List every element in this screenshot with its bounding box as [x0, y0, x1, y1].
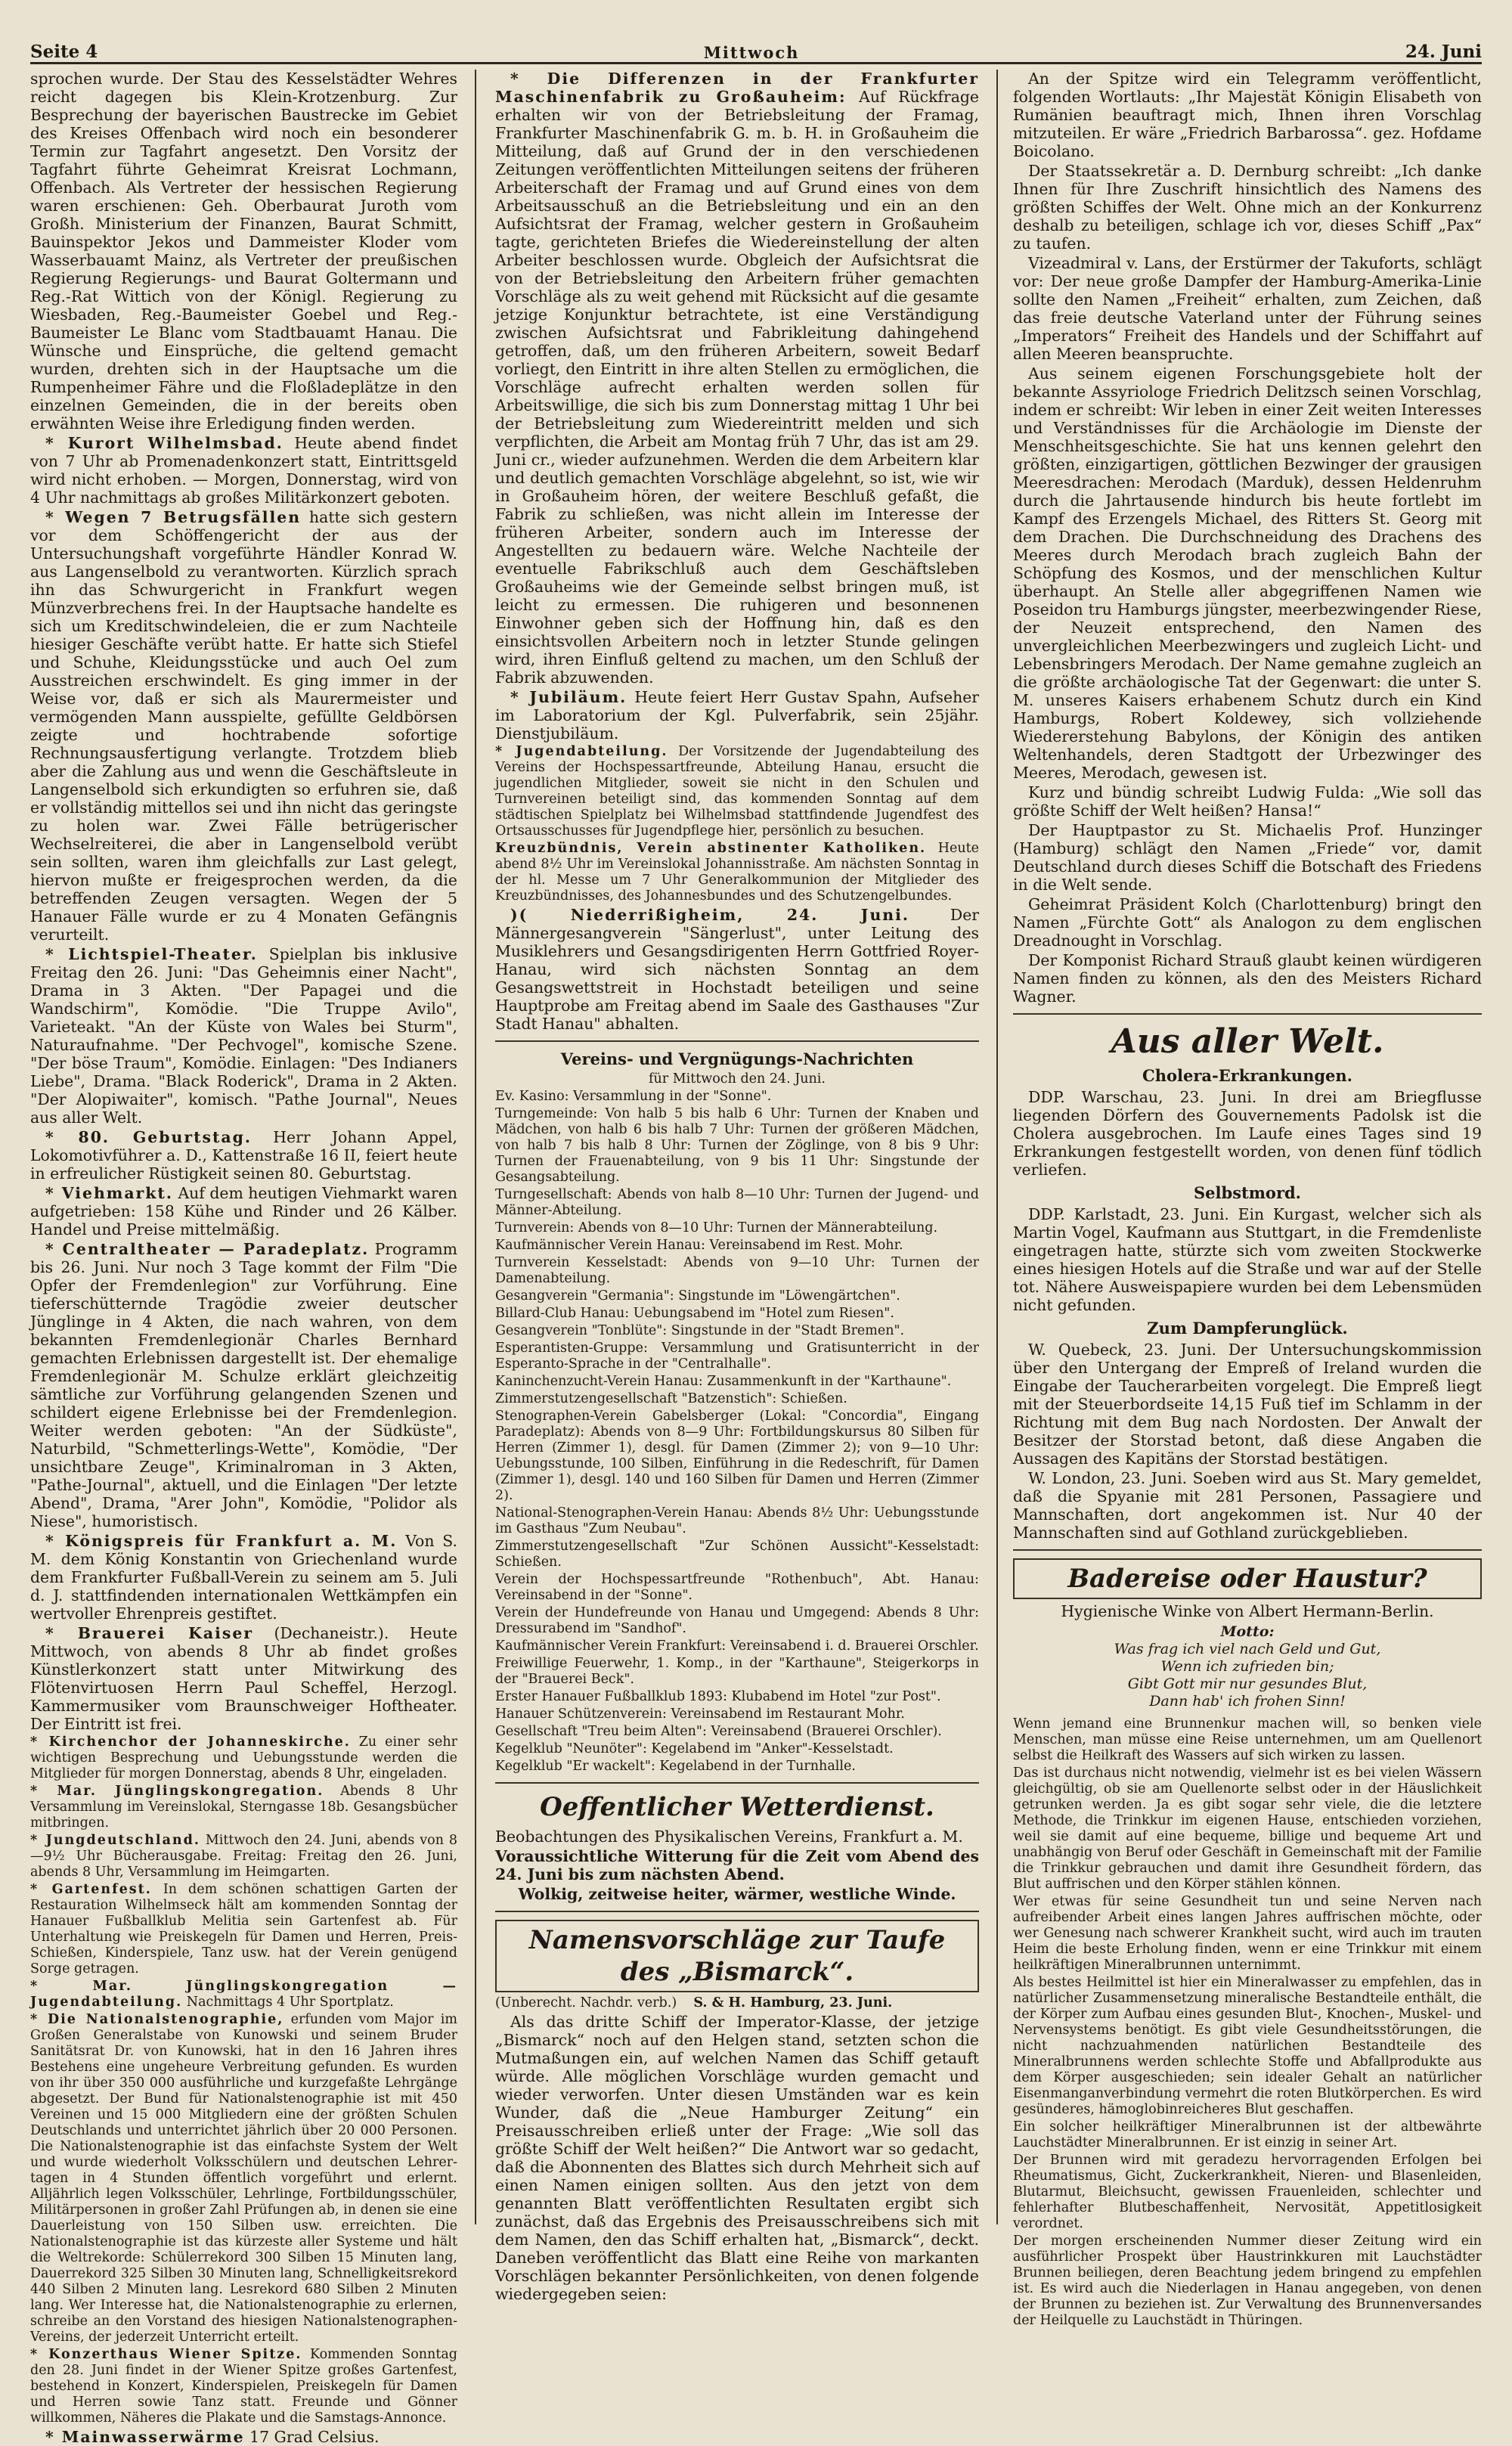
article-text: W. London, 23. Juni. Soeben wird aus St. Mary gemeldet, daß die Spyanie mit 281 Personen, Passagiere und Mannschaften, dort angekommen ist. Nur 40 der Mannschaften sind auf Gothland zurückgeblieben.: [1013, 1469, 1482, 1542]
article: * Viehmarkt. Auf dem heutigen Viehmarkt waren aufgetrieben: 158 Kühe und Rinder und 26 Kälber. Handel und Preise mittelmäßig.: [30, 1184, 457, 1239]
divider: [495, 1782, 979, 1784]
club-entry: Turnverein Kesselstadt: Abends von 9—10 Uhr: Turnen der Damenabteilung.: [495, 1255, 979, 1286]
article-text: Der Hauptpastor zu St. Michaelis Prof. Hunzinger (Hamburg) schlägt den Namen „Friede“ vor, damit Deutschland durch dieses Schiff die Botschaft des Friedens in die Welt sende.: [1013, 821, 1482, 894]
article-text: Geheimrat Präsident Kolch (Charlottenburg) bringt den Namen „Fürchte Gott“ als Analogon zu dem englischen Dreadnought in Vorschlag.: [1013, 895, 1482, 950]
club-entry: Gesellschaft "Treu beim Alten": Vereinsabend (Brauerei Orschler).: [495, 1724, 942, 1739]
article: * Die Differenzen in der Frankfurter Maschinenfabrik zu Großauheim: Auf Rückfrage erhalten wir von der Betriebsleitung der Framag, Frankfurter Maschinenfabrik G. m. b. H. in Großauheim die Mitteilung, daß auf Grund der in den verschiedenen Zeitungen veröffentlichten Mitteilungen seitens der früheren Arbeiterschaft der Framag und auf Grund eines von dem Arbeitsausschuß an die Betriebsleitung und ein an den Aufsichtsrat der Framag, welcher gestern in Großauheim tagte, gerichteten Briefes die Wiedereinstellung der alten Arbeiter beschlossen wurde. Obgleich der Aufsichtsrat die von der Betriebsleitung den Arbeitern früher gemachten Vorschläge als zu weit gehend mit Rücksicht auf die gesamte jetzige Konjunktur betrachtete, ist eine Verständigung zwischen Aufsichtsrat und Fabrikleitung dahingehend getroffen, daß, um den früheren Arbeitern, soweit Bedarf vorliegt, den Eintritt in ihre alten Stellen zu ermöglichen, die Vorschläge aufrecht erhalten werden sollen für Arbeitswillige, die sich bis zum Donnerstag mittag 1 Uhr bei der Betriebsleitung zum Wiedereintritt melden und sich verpflichten, die Arbeit am Montag früh 7 Uhr, das ist am 29. Juni cr., wieder aufzunehmen. Werden die dem Arbeitern klar und deutlich gemachten Vorschläge abgelehnt, so ist, wie wir in Großauheim hören, der weitere Beschluß gefaßt, die Fabrik zu schließen, was nicht allein im Interesse der früheren Arbeiter, sondern auch im Interesse der Angestellten zu bedauern wäre. Welche Nachteile der eventuelle Fabrikschluß auch dem Geschäftsleben Großauheims wie der Gemeinde selbst bringen muß, ist leicht zu ermessen. Die ruhigeren und besonnenen Einwohner geben sich der Hoffnung hin, daß es den einsichtsvollen Arbeitern noch in letzter Stunde gelingen wird, ihren Einfluß geltend zu machen, um den Schluß der Fabrik abzuwenden.: [495, 70, 980, 687]
club-entry: Hanauer Schützenverein: Vereinsabend im Restaurant Mohr.: [495, 1707, 905, 1722]
column-rule: [996, 70, 998, 2224]
article-text: sprochen wurde. Der Stau des Kesselstädter Wehres reicht dagegen bis Klein-Krotzenburg. Zur Besprechung der bayerischen Baustrecke im Gebiet des Kreises Offenbach wird noch ein besonderer Termin zur Tagfahrt angesetzt. Den Vorsitz der Tagfahrt führte Geheimrat Kreisrat Lochmann, Offenbach. Als Vertreter der hessischen Regierung waren erschienen: Geh. Oberbaurat Juroth vom Großh. Ministerium der Finanzen, Baurat Schmitt, Bauinspektor Jekos und Dammeister Kloder vom Wasserbauamt Mainz, als Vertreter der preußischen Regierung Regierungs- und Baurat Goltermann und Reg.-Rat Wittich von der Königl. Regierung zu Wiesbaden, Reg.-Baumeister Goebel und Reg.-Baumeister Le Blanc vom Stadtbauamt Hanau. Die Wünsche und Einsprüche, die geltend gemacht wurden, drehten sich in der Hauptsache um die Rumpenheimer Fähre und die Floßladeplätze in den einzelnen Gemeinden, die in der bereits oben erwähnten Weise ihre Erledigung finden werden.: [30, 70, 457, 432]
club-entry: Ev. Kasino: Versammlung in der "Sonne".: [495, 1089, 772, 1104]
subsection-title: Selbstmord.: [1194, 1183, 1301, 1202]
column-rule: [475, 70, 476, 2224]
club-entry: Kaufmännischer Verein Frankfurt: Vereinsabend i. d. Brauerei Orschler.: [495, 1638, 979, 1654]
club-entry: Zimmerstutzengesellschaft "Batzenstich": Schießen.: [495, 1391, 847, 1406]
section-subtitle: für Mittwoch den 24. Juni.: [649, 1071, 826, 1087]
divider: [1013, 1013, 1482, 1015]
subsection-title: Zum Dampferunglück.: [1147, 1319, 1348, 1338]
article-text: Vizeadmiral v. Lans, der Erstürmer der Takuforts, schlägt vor: Der neue große Dampfer der Hamburg-Amerika-Linie sollte den Namen „Freiheit“ erhalten, zum Zeichen, daß das freie deutsche Vaterland unter der Führung seines „Imperators“ Freiheit des Handels und der Schiffahrt auf allen Meeren beanspruchte.: [1013, 254, 1482, 363]
article-text: Als das dritte Schiff der Imperator-Klasse, der jetzige „Bismarck“ noch auf den Helgen stand, setzten schon die Mutmaßungen ein, auf welchen Namen das Schiff getauft würde. Alle möglichen Vorschläge wurden gemacht und wieder verworfen. Unter diesen Umständen war es kein Wunder, daß die „Neue Hamburger Zeitung“ ein Preisausschreiben erließ unter der Frage: „Wie soll das größte Schiff der Welt heißen?“ Die Antwort war so gedacht, daß die Abonnenten des Blattes sich durch Mehrheit sich auf einen Namen einigen sollten. Aus den jetzt von dem genannten Blatt veröffentlichten Resultaten ergibt sich zunächst, daß das Ergebnis des Preisausschreibens sich mit dem Namen, den das Schiff erhalten hat, „Bismarck“, deckt. Daneben veröffentlicht das Blatt eine Reihe von markanten Vorschlägen bekannter Persönlichkeiten, von denen folgende wiedergegeben seien:: [495, 2013, 979, 2303]
club-entry: Zimmerstutzengesellschaft "Zur Schönen Aussicht"-Kesselstadt: Schießen.: [495, 1539, 979, 1570]
column-3: [1013, 70, 1482, 2328]
divider: [495, 1040, 979, 1042]
motto-line: Was frag ich viel nach Geld und Gut,: [1114, 1641, 1381, 1657]
column-1: [30, 70, 458, 2446]
page-header: [30, 23, 1482, 64]
article-text: W. Quebeck, 23. Juni. Der Untersuchungskommission über den Untergang der Empreß of Ireland wurden die Eingabe der Taucherarbeiten vorgelegt. Die Empreß liegt mit der Steuerbordseite 14,15 Fuß tief im Schlamm in der Richtung mit dem Bug nach Nordosten. Der Anwalt der Besitzer der Storstad betont, daß diese Angaben die Aussagen des Kapitäns der Storstad bestätigen.: [1013, 1341, 1482, 1468]
page-number: Seite 4: [30, 42, 98, 62]
club-entry: Verein der Hochspessartfreunde "Rothenbuch", Abt. Hanau: Vereinsabend in der "Sonne".: [495, 1572, 979, 1603]
motto: Motto: Was frag ich viel nach Geld und Gut, Wenn ich zufrieden bin; Gibt Gott mir nur gesundes Blut, Dann hab' ich frohen Sinn!: [1013, 1623, 1482, 1710]
article-text: Aus seinem eigenen Forschungsgebiete holt der bekannte Assyriologe Friedrich Delitzsch seinen Vorschlag, indem er schreibt: Wir leben in einer Zeit weiten Interesses und Verständnisses für die Archäologie im Dienste der Menschheitsgeschichte. Sie hat uns kennen gelehrt den größten, einzigartigen, göttlichen Bezwinger der grausigen Meeresdrachen: Merodach (Marduk), dessen Heldenruhm durch die Jahrtausende hindurch bis heute fortlebt im Kampf des Erzengels Michael, des Ritters St. Georg mit dem Drachen. Die Durchschneidung des Drachens des Meeres durch Merodach brach zugleich Bahn der Schöpfung des Kosmos, und der menschlichen Kultur überhaupt. An Stelle aller abgegriffenen Namen wie Poseidon tru Hamburgs jüngster, meerbezwingender Riese, der Neuzeit entsprechend, den Namen des unvergleichlichen Meerbezwingers und zugleich Licht- und Lebensbringers Merodach. Der Name gemahne zugleich an die größte archäologische Tat der Gegenwart: die unter S. M. unseres Kaisers erhabenem Schutz durch ein Kind Hamburgs, Robert Koldewey, sich vollziehende Wiedererstehung Babylons, der Königin des antiken Weltenhandels, deren Stadtgott der Urbezwinger des Meeres, Merodach, gewesen ist.: [1013, 364, 1482, 782]
weather-forecast: Wolkig, zeitweise heiter, wärmer, westliche Winde.: [518, 1885, 956, 1903]
column-2: [495, 70, 980, 2303]
club-listing: [495, 1089, 979, 1775]
notices: * Kirchenchor der Johanneskirche. Zu einer sehr wichtigen Besprechung und Uebungsstunde werden die Mitglieder für morgen Donnerstag, abends 8 Uhr, eingeladen. * Mar. Jünglingskongregation. Abends 8 Uhr Versammlung im Vereinslokal, Sterngasse 18b. Gesangsbücher mitbringen. * Jungdeutschland. Mittwoch den 24. Juni, abends von 8—9½ Uhr Bücherausgabe. Freitag: Freitag den 26. Juni, abends 8 Uhr, Versammlung im Heimgarten. * Gartenfest. In dem schönen schattigen Garten der Restauration Wilhelmseck hält am kommenden Sonntag der Hanauer Fußballklub Melitia sein Gartenfest ab. Für Unterhaltung wie Preiskegeln für Damen und Herren, Preis-Schießen, Kinderspiele, Tanz usw. hat der Verein genügend Sorge getragen. * Mar. Jünglingskongregation — Jugendabteilung. Nachmittags 4 Uhr Sportplatz. * Die Nationalstenographie, erfunden vom Major im Großen Generalstabe von Kunowski und seinem Bruder Sanitätsrat Dr. von Kunowski, hat in den 16 Jahren ihres Bestehens eine ungeheure Verbreitung gefunden. Es wurden von ihr über 350 000 ausführliche und kurzgefaßte Lehrgänge abgesetzt. Der Bund für Nationalstenographie ist mit 450 Vereinen und 15 000 Mitgliedern eine der größten Schulen Deutschlands und unterrichtet jährlich über 20 000 Personen. Die Nationalstenographie ist das einfachste System der Welt und wurde wiederholt Volksschülern und deutschen Lehrer-tagen in 4 Stunden öffentlich vorgeführt und erlernt. Alljährlich legen Volksschüler, Lehrlinge, Fortbildungsschüler, Militärpersonen in großer Zahl Prüfungen ab, in denen sie eine Dauerleistung von 150 Silben usw. erreichten. Die Nationalstenographie ist das kürzeste aller Systeme und hält die Weltrekorde: Schülerrekord 300 Silben 15 Minuten lang, Dauerrekord 325 Silben 30 Minuten lang, Schnelligkeitsrekord 440 Silben 2 Minuten lang. Lesrekord 680 Silben 2 Minuten lang. Wer Interesse hat, die Nationalstenographie zu erlernen, schreibe an den Vorstand des hiesigen Nationalstenographen-Vereins, der jederzeit Unterricht erteilt. * Konzerthaus Wiener Spitze. Kommenden Sonntag den 28. Juni findet in der Wiener Spitze großes Gartenfest, bestehend in Konzert, Kinderspielen, Preiskegeln für Damen und Herren sowie Tanz statt. Freunde und Gönner willkommen, Näheres die Plakate und die Samstags-Annonce.: [30, 1735, 457, 2426]
section-title: Vereins- und Vergnügungs-Nachrichten: [560, 1049, 914, 1068]
article-text: DDP. Karlstadt, 23. Juni. Ein Kurgast, welcher sich als Martin Vogel, Kaufmann aus Stuttgart, in die Fremdenliste eingetragen hatte, stürzte sich vom zweiten Stockwerke eines hiesigen Hotels auf die Straße und war auf der Stelle tot. Nähere Ausweispapiere wurden bei dem Lebensmüden nicht gefunden.: [1013, 1205, 1482, 1314]
notices: * Jugendabteilung. Der Vorsitzende der Jugendabteilung des Vereins der Hochspessartfreunde, Abteilung Hanau, ersucht die jugendlichen Mitglieder, soweit sie nicht in den Schulen und Turnvereinen beteiligt sind, das kommenden Sonntag auf dem städtischen Spielplatz bei Wilhelmsbad stattfindende Jugendfest des Ortsausschusses für Jugendpflege hier, persönlich zu besuchen. Kreuzbündnis, Verein abstinenter Katholiken. Heute abend 8½ Uhr im Vereinslokal Johannisstraße. Am nächsten Sonntag in der hl. Messe um 7 Uhr Generalkommunion der Mitglieder des Kreuzbündnisses, des Johannesbundes und des Schutzengelbundes.: [495, 744, 979, 904]
club-entry: Billard-Club Hanau: Uebungsabend im "Hotel zum Riesen".: [495, 1306, 894, 1321]
article: * 80. Geburtstag. Herr Johann Appel, Lokomotivführer a. D., Kattenstraße 16 II, feiert heute in erfreulicher Rüstigkeit seinen 80. Geburtstag.: [30, 1128, 458, 1183]
issue-date: 24. Juni: [1405, 42, 1482, 62]
section-title: Namensvorschläge zur Taufe des „Bismarck“.: [495, 1920, 979, 1992]
club-entry: Erster Hanauer Fußballklub 1893: Klubabend im Hotel "zur Post".: [495, 1689, 941, 1704]
article: * Lichtspiel-Theater. Spielplan bis inklusive Freitag den 26. Juni: "Das Geheimnis einer Nacht", Drama in 3 Akten. "Der Papagei und die Wandschirm", Komödie. "Die Truppe Avilo", Varieteakt. "An der Küste von Wales bei Sturm", Naturaufnahme. "Der Pechvogel", komische Szene. "Der böse Traum", Komödie. Einlagen: "Des Indianers Liebe", Drama. "Black Roderick", Drama in 2 Akten. "Der Alopiwaiter", komisch. "Pathe Journal", Neues aus aller Welt.: [30, 945, 457, 1127]
article-text: Der Komponist Richard Strauß glaubt keinen würdigeren Namen finden zu können, als den des Meisters Richard Wagner.: [1013, 951, 1482, 1006]
subsection-title: Cholera-Erkrankungen.: [1142, 1066, 1352, 1085]
article: * Jubiläum. Heute feiert Herr Gustav Spahn, Aufseher im Laboratorium der Kgl. Pulverfabrik, sein 25jähr. Dienstjubiläum.: [495, 688, 980, 742]
club-entry: Turngemeinde: Von halb 5 bis halb 6 Uhr: Turnen der Knaben und Mädchen, von halb 6 bis halb 7 Uhr: Turnen der größeren Mädchen, von halb 7 bis halb 8 Uhr: Turnen der Zöglinge, von 8 bis 9 Uhr: Turnen der Frauenabteilung, von 9 bis 11 Uhr: Singstunde der Gesangsabteilung.: [495, 1106, 979, 1185]
motto-line: Wenn ich zufrieden bin;: [1160, 1658, 1334, 1675]
article: * Centraltheater — Paradeplatz. Programm bis 26. Juni. Nur noch 3 Tage kommt der Film "Die Opfer der Fremdenlegion" zur Vorführung. Eine tieferschütternde Tragödie zweier deutscher Jünglinge in 4 Akten, die nach wahren, von dem bekannten Fremdenlegionär Charles Bernhard gemachten Erlebnissen dargestellt ist. Der ehemalige Fremdenlegionär M. Schulze erklärt gleichzeitig sämtliche zur Vorführung gelangenden Szenen und schildert eigene Erlebnisse bei der Fremdenlegion. Weiter werden geboten: "An der Südküste", Naturbild, "Schmetterlings-Wette", Komödie, "Der unsichtbare Zeuge", Kriminalroman in 3 Akten, "Pathe-Journal", aktuell, und die Einlagen "Der letzte Abend", Drama, "Arer John", Komödie, "Polidor als Niese", humoristisch.: [30, 1240, 458, 1530]
club-entry: Kaufmännischer Verein Hanau: Vereinsabend im Rest. Mohr.: [495, 1238, 903, 1253]
divider: [495, 1911, 979, 1912]
club-entry: Esperantisten-Gruppe: Versammlung und Gratisunterricht in der Esperanto-Sprache in der "Centralhalle".: [495, 1341, 979, 1372]
club-entry: Turngesellschaft: Abends von halb 8—10 Uhr: Turnen der Jugend- und Männer-Abteilung.: [495, 1187, 979, 1218]
article: * Brauerei Kaiser (Dechaneistr.). Heute Mittwoch, von abends 8 Uhr ab findet großes Künstlerkonzert statt unter Mitwirkung des Flötenvirtuosen Herrn Paul Scheffel, Herzogl. Kammermusiker vom Braunschweiger Hoftheater. Der Eintritt ist frei.: [30, 1624, 458, 1733]
section-title: Oeffentlicher Wetterdienst.: [540, 1792, 934, 1822]
club-entry: National-Stenographen-Verein Hanau: Abends 8½ Uhr: Uebungsstunde im Gasthaus "Zum Neubau".: [495, 1505, 979, 1536]
article-text: Kurz und bündig schreibt Ludwig Fulda: „Wie soll das größte Schiff der Welt heißen? Hansa!“: [1013, 783, 1482, 820]
weather-forecast-title: Voraussichtliche Witterung für die Zeit vom Abend des 24. Juni bis zum nächsten Abend.: [495, 1847, 979, 1883]
club-entry: Verein der Hundefreunde von Hanau und Umgegend: Abends 8 Uhr: Dressurabend im "Sandhof".: [495, 1605, 979, 1636]
article: * Kurort Wilhelmsbad. Heute abend findet von 7 Uhr ab Promenadenkonzert statt, Eintrittsgeld wird nicht erhoben. — Morgen, Donnerstag, wird von 4 Uhr nachmittags ab großes Militärkonzert geboten.: [30, 434, 458, 507]
article: * Wegen 7 Betrugsfällen hatte sich gestern vor dem Schöffengericht der aus der Untersuchungshaft vorgeführte Händler Konrad W. aus Langenselbold zu verantworten. Kürzlich sprach ihn das Schwurgericht in Frankfurt wegen Münzverbrechens frei. In der Hauptsache handelte es sich um Kreditschwindeleien, die er zum Nachteile hiesiger Geschäfte verübt hatte. Er hatte sich Stiefel und Schuhe, Kleidungsstücke und auch Oel zum Ausstreichen erschwindelt. Es ging immer in der Weise vor, daß er sich als Maurermeister und vermögenden Mann ausspielte, gefüllte Geldbörsen zeigte und hochtrabende sofortige Rechnungsausfertigung verlangte. Trotzdem blieb aber die Zahlung aus und wenn die Geschäftsleute in Langenselbold sich erkundigten so erfuhren sie, daß er vollständig mittellos sei und ihn nicht das geringste zu holen war. Zwei Fälle betrügerischer Wechselreiterei, die aber in Langenselbold verübt sein sollten, waren ihm gleichfalls zur Last gelegt, hiervon mußte er freigesprochen werden, da die betreffenden Zeugen versagten. Wegen der 5 Hanauer Fälle wurde er zu 4 Monaten Gefängnis verurteilt.: [30, 508, 457, 944]
article: )( Niederrißigheim, 24. Juni. Der Männergesangverein "Sängerlust", unter Leitung des Musiklehrers und Gesangsdirigenten Herrn Gottfried Royer-Hanau, wird sich nächsten Sonntag an dem Gesangswettstreit in Hochstadt beteiligen und seine Hauptprobe am Freitag abend im Saale des Gasthauses "Zur Stadt Hanau" abhalten.: [495, 906, 980, 1033]
club-entry: Gesangverein "Germania": Singstunde im "Löwengärtchen".: [495, 1288, 900, 1304]
divider: [1013, 1549, 1482, 1551]
club-entry: Kegelklub "Neunöter": Kegelabend im "Anker"-Kesselstadt.: [495, 1741, 894, 1756]
section-title: Badereise oder Haustur?: [1013, 1558, 1482, 1599]
club-entry: Kaninchenzucht-Verein Hanau: Zusammenkunft in der "Karthaune".: [495, 1374, 952, 1389]
motto-line: Dann hab' ich frohen Sinn!: [1149, 1693, 1346, 1710]
club-entry: Gesangverein "Tonblüte": Singstunde in der "Stadt Bremen".: [495, 1323, 905, 1338]
club-entry: Kegelklub "Er wackelt": Kegelabend in der Turnhalle.: [495, 1759, 856, 1774]
article: * Mainwasserwärme 17 Grad Celsius.: [45, 2428, 380, 2446]
dateline: (Unberecht. Nachdr. verb.) S. & H. Hamburg, 23. Juni.: [495, 1995, 893, 2010]
article: * Königspreis für Frankfurt a. M. Von S. M. dem König Konstantin von Griechenland wurde dem Frankfurter Fußball-Verein zu seinem am 5. Juli d. J. stattfindenden internationalen Wettkämpfen ein wertvoller Ehrenpreis gestiftet.: [30, 1532, 457, 1623]
club-entry: Freiwillige Feuerwehr, 1. Komp., in der "Karthaune", Steigerkorps in der "Brauerei Beck".: [495, 1656, 979, 1687]
article-text: An der Spitze wird ein Telegramm veröffentlicht, folgenden Wortlauts: „Ihr Majestät Königin Elisabeth von Rumänien beauftragt mich, Ihnen ihren Vorschlag mitzuteilen. Er wäre „Friedrich Barbarossa“. gez. Hofdame Boicolano.: [1013, 70, 1482, 160]
club-entry: Turnverein: Abends von 8—10 Uhr: Turnen der Männerabteilung.: [495, 1220, 938, 1235]
weekday: Mittwoch: [703, 43, 800, 62]
article-text: Der Staatssekretär a. D. Dernburg schreibt: „Ich danke Ihnen für Ihre Zuschrift hinsichtlich des Namens des größten Schiffes der Welt. Ohne mich an der Konkurrenz deshalb zu beteiligen, schlage ich vor, dieses Schiff „Pax“ zu taufen.: [1013, 162, 1482, 253]
article-body: Wenn jemand eine Brunnenkur machen will, so benken viele Menschen, man müsse eine Reise unternehmen, um am Quellenort selbst die Heilkraft des Wassers auf sich wirken zu lassen. Das ist durchaus nicht notwendig, vielmehr ist es bei vielen Wässern gleichgültig, ob sie am Quellenorte selbst oder in der Häuslichkeit getrunken werden. Ja es gibt sogar sehr viele, die die letztere Methode, die Trinkkur im eigenen Hause, entschieden vorziehen, weil sie damit auf eine bequeme, billige und bequeme Art und unabhängig von Beruf oder Geschäft in Gemeinschaft mit der Familie die Trinkkur gebrauchen und damit ihre Gesundheit fördern, das Blut auffrischen und den Körper stählen können. Wer etwas für seine Gesundheit tun und seine Nerven nach aufreibender Arbeit eines langen Jahres auffrischen möchte, oder wer Genesung nach schwerer Krankheit sucht, wird auch im trauten Heim die beste Erholung finden, wenn er eine Trinkkur mit einem heilkräftigen Mineralbrunnen unternimmt. Als bestes Heilmittel ist hier ein Mineralwasser zu empfehlen, das in natürlicher Zusammensetzung mineralische Bestandteile enthält, die der Körper zum Aufbau eines gesunden Blut-, Knochen-, Muskel- und Nervensystems benötigt. Es gibt viele Gesundheitsstörungen, die nicht nachzuahmenden natürlichen Bestandteile des Mineralbrunnens werden schlechte Stoffe und Abfallprodukte aus dem Körper ausgeschieden; sein idealer Gehalt an natürlicher Eisenmanganverbindung vermehrt die roten Blutkörperchen. Es wird gesünderes, hämoglobinreicheres Blut geschaffen. Ein solcher heilkräftiger Mineralbrunnen ist der altbewährte Lauchstädter Mineralbrunnen. Er ist einzig in seiner Art. Der Brunnen wird mit geradezu hervorragenden Erfolgen bei Rheumatismus, Gicht, Zuckerkrankheit, Nieren- und Blasenleiden, Blutarmut, Bleichsucht, gewissen Frauenleiden, schlechter und fehlerhafter Blutbeschaffenheit, Nervosität, Appetitlosigkeit verordnet. Der morgen erscheinenden Nummer dieser Zeitung wird ein ausführlicher Prospekt über Haustrinkkuren mit Lauchstädter Brunnen beiliegen, deren Beachtung jedem bringend zu empfehlen ist. Es wird auch die Niederlagen in Hanau angegeben, von denen der Brunnen zu beziehen ist. Zur Verwaltung des Brunnenversandes der Heilquelle zu Lauchstädt in Thüringen.: [1013, 1716, 1482, 2328]
weather-source: Beobachtungen des Physikalischen Vereins, Frankfurt a. M.: [495, 1828, 963, 1846]
section-subtitle: Hygienische Winke von Albert Hermann-Berlin.: [1061, 1602, 1434, 1620]
motto-line: Gibt Gott mir nur gesundes Blut,: [1127, 1676, 1368, 1692]
section-title: Aus aller Welt.: [1111, 1022, 1384, 1061]
article-text: DDP. Warschau, 23. Juni. In drei am Briegflusse liegenden Dörfern des Gouvernements Padolsk ist die Cholera ausgebrochen. Im Laufe eines Tages sind 19 Erkrankungen festgestellt worden, von denen fünf tödlich verliefen.: [1013, 1088, 1482, 1179]
club-entry: Stenographen-Verein Gabelsberger (Lokal: "Concordia", Eingang Paradeplatz): Abends von 8—9 Uhr: Fortbildungskursus 80 Silben für Herren (Zimmer 1), desgl. für Damen (Zimmer 2); von 9—10 Uhr: Uebungsstunde, 100 Silben, Einführung in die Redeschrift, für Damen (Zimmer 1), desgl. 140 und 160 Silben für Damen und Herren (Zimmer 2).: [495, 1409, 979, 1503]
